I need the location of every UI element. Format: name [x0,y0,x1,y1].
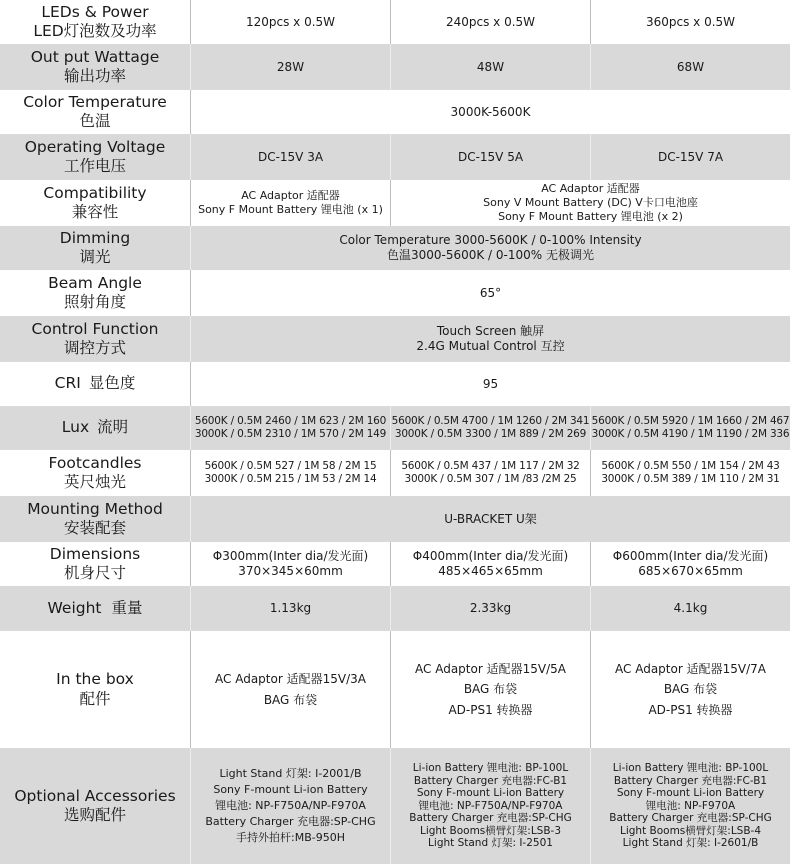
value-line: Battery Charger 充电器:FC-B1 [613,774,768,787]
row-label-en: Lux [61,418,90,437]
row-label-cn: 色温 [79,112,111,130]
value-line: 3000K / 0.5M 3300 / 1M 889 / 2M 269 [394,428,587,440]
row-label [0,631,190,748]
row-label-en: Mounting Method [27,499,163,518]
row-label-cn: 兼容性 [71,203,119,221]
row-label [0,542,190,586]
row-label-en: Weight [47,598,102,617]
row-label-en: Footcandles [48,453,142,472]
row-label [0,226,190,270]
value-cell [190,406,390,450]
row-label-en: Compatibility [43,183,147,202]
value-line: 色温3000-5600K / 0-100% 无极调光 [386,248,595,262]
value-cell-merged [190,316,790,362]
value-cell: 120pcs x 0.5W [190,0,390,44]
value-line: Light Booms横臂灯架:LSB-4 [619,824,762,837]
row-label-en: In the box [56,670,134,689]
value-line: Sony V Mount Battery (DC) V卡口电池座 [483,196,698,210]
value-line: Sony F-mount Li-ion Battery [213,783,368,797]
value-cell [390,406,590,450]
row-label [0,406,190,450]
value-line: Sony F Mount Battery 锂电池 (x 2) [498,209,683,223]
row-label-cn: 配件 [79,689,111,708]
value-line: Light Stand 灯架: I-2501 [428,837,553,850]
value-cell [590,542,790,586]
value-line: AD-PS1 转换器 [448,702,533,717]
value-cell [390,631,590,748]
value-line: Battery Charger 充电器:SP-CHG [409,812,572,825]
value-line: Light Booms横臂灯架:LSB-3 [419,824,562,837]
value-cell [590,450,790,496]
value-line: Li-ion Battery 锂电池: BP-100L [612,761,769,774]
value-cell: 360pcs x 0.5W [590,0,790,44]
value-line: Light Stand 灯架: I-2601/B [622,837,759,850]
value-line: AD-PS1 转换器 [648,702,733,717]
value-line: AC Adaptor 适配器15V/7A [615,661,766,676]
value-line: 3000K / 0.5M 2310 / 1M 570 / 2M 149 [194,428,387,440]
value-cell [190,180,390,226]
value-line: 3000K / 0.5M 4190 / 1M 1190 / 2M 336 [591,428,790,440]
value-cell: 240pcs x 0.5W [390,0,590,44]
value-line: AC Adaptor 适配器15V/5A [415,661,566,676]
value-line: Color Temperature 3000-5600K / 0-100% Intensity [339,233,642,247]
value-cell: DC-15V 5A [390,134,590,180]
value-cell: 28W [190,44,390,90]
value-line: AC Adaptor 适配器 [241,189,340,203]
value-cell [590,748,790,864]
row-label-cn: LED灯泡数及功率 [33,22,157,40]
value-line: Φ300mm(Inter dia/发光面) [212,549,369,563]
value-line: 485×465×65mm [438,564,543,578]
value-line: 锂电池: NP-F970A [645,799,736,812]
row-label [0,586,190,631]
value-line: 锂电池: NP-F750A/NP-F970A [418,799,563,812]
value-line: Φ600mm(Inter dia/发光面) [612,549,769,563]
value-cell-merged: 95 [190,362,790,406]
value-line: 5600K / 0.5M 437 / 1M 117 / 2M 32 [401,459,580,472]
value-line: 685×670×65mm [638,564,743,578]
value-line: 5600K / 0.5M 5920 / 1M 1660 / 2M 467 [591,414,790,427]
value-cell: DC-15V 3A [190,134,390,180]
row-label-en: Beam Angle [48,273,142,292]
value-line: AC Adaptor 适配器15V/3A [215,672,366,687]
value-cell-merged [190,226,790,270]
value-cell [190,631,390,748]
value-cell: 2.33kg [390,586,590,631]
row-label-cn: 安装配套 [63,519,126,537]
row-label-cn: 英尺烛光 [63,473,126,491]
row-label [0,90,190,134]
value-line: 锂电池: NP-F750A/NP-F970A [215,799,366,813]
row-label-cn: 调光 [79,248,111,266]
row-label-en: Control Function [31,319,159,338]
value-line: Sony F-mount Li-ion Battery [416,787,565,800]
row-label [0,316,190,362]
row-label [0,450,190,496]
value-cell: 48W [390,44,590,90]
value-line: BAG 布袋 [463,682,518,697]
value-cell-merged [390,180,790,226]
value-cell [390,748,590,864]
value-cell [590,631,790,748]
value-cell [190,748,390,864]
value-line: 3000K / 0.5M 389 / 1M 110 / 2M 31 [601,473,780,485]
value-line: BAG 布袋 [263,692,318,707]
value-line: Light Stand 灯架: I-2001/B [219,767,362,781]
row-label-cn: 输出功率 [63,67,126,85]
value-line: Sony F-mount Li-ion Battery [616,787,765,800]
row-label-en: Operating Voltage [24,137,166,156]
value-cell: 68W [590,44,790,90]
value-cell-merged: U-BRACKET U架 [190,496,790,542]
value-cell: 4.1kg [590,586,790,631]
value-line: 5600K / 0.5M 527 / 1M 58 / 2M 15 [204,459,377,472]
row-label-cn: 机身尺寸 [63,564,126,582]
value-line: Battery Charger 充电器:SP-CHG [205,814,376,828]
value-line: Li-ion Battery 锂电池: BP-100L [412,761,569,774]
value-cell-merged: 3000K-5600K [190,90,790,134]
value-cell: 1.13kg [190,586,390,631]
value-line: Touch Screen 触屏 [436,324,545,338]
value-line: 3000K / 0.5M 307 / 1M /83 /2M 25 [404,473,577,485]
row-label-cn: 工作电压 [63,157,126,175]
value-line: 5600K / 0.5M 4700 / 1M 1260 / 2M 341 [391,414,590,427]
row-label [0,44,190,90]
value-line: AC Adaptor 适配器 [541,182,640,196]
value-cell [390,450,590,496]
value-cell-merged: 65° [190,270,790,316]
row-label-cn: 重量 [111,598,143,617]
row-label-en: LEDs & Power [41,2,149,21]
row-label [0,180,190,226]
value-line: 手持外拍杆:MB-950H [236,830,345,844]
row-label-cn: 选购配件 [63,806,126,824]
value-cell [190,542,390,586]
value-line: 5600K / 0.5M 550 / 1M 154 / 2M 43 [601,459,780,472]
row-label-cn: 流明 [97,418,129,437]
value-line: Sony F Mount Battery 锂电池 (x 1) [198,203,383,216]
row-label [0,496,190,542]
row-label-en: Dimming [59,228,131,247]
value-cell [590,406,790,450]
row-label-cn: 照射角度 [63,293,126,311]
row-label-en: Color Temperature [23,92,167,111]
row-label [0,748,190,864]
row-label [0,270,190,316]
row-label-en: Dimensions [49,544,141,563]
row-label [0,362,190,406]
value-cell [390,542,590,586]
value-line: 3000K / 0.5M 215 / 1M 53 / 2M 14 [204,473,377,485]
row-label-en: CRI [54,374,81,393]
value-line: BAG 布袋 [663,682,718,697]
value-line: 5600K / 0.5M 2460 / 1M 623 / 2M 160 [194,414,387,427]
value-cell: DC-15V 7A [590,134,790,180]
row-label [0,0,190,44]
value-line: 2.4G Mutual Control 互控 [416,339,565,353]
value-line: Φ400mm(Inter dia/发光面) [412,549,569,563]
row-label-cn: 显色度 [88,374,136,393]
value-line: Battery Charger 充电器:FC-B1 [413,774,568,787]
row-label-en: Optional Accessories [14,786,176,805]
value-cell [190,450,390,496]
row-label-en: Out put Wattage [30,47,160,66]
row-label-cn: 调控方式 [63,339,126,357]
value-line: 370×345×60mm [238,564,343,578]
row-label [0,134,190,180]
value-line: Battery Charger 充电器:SP-CHG [609,812,772,825]
